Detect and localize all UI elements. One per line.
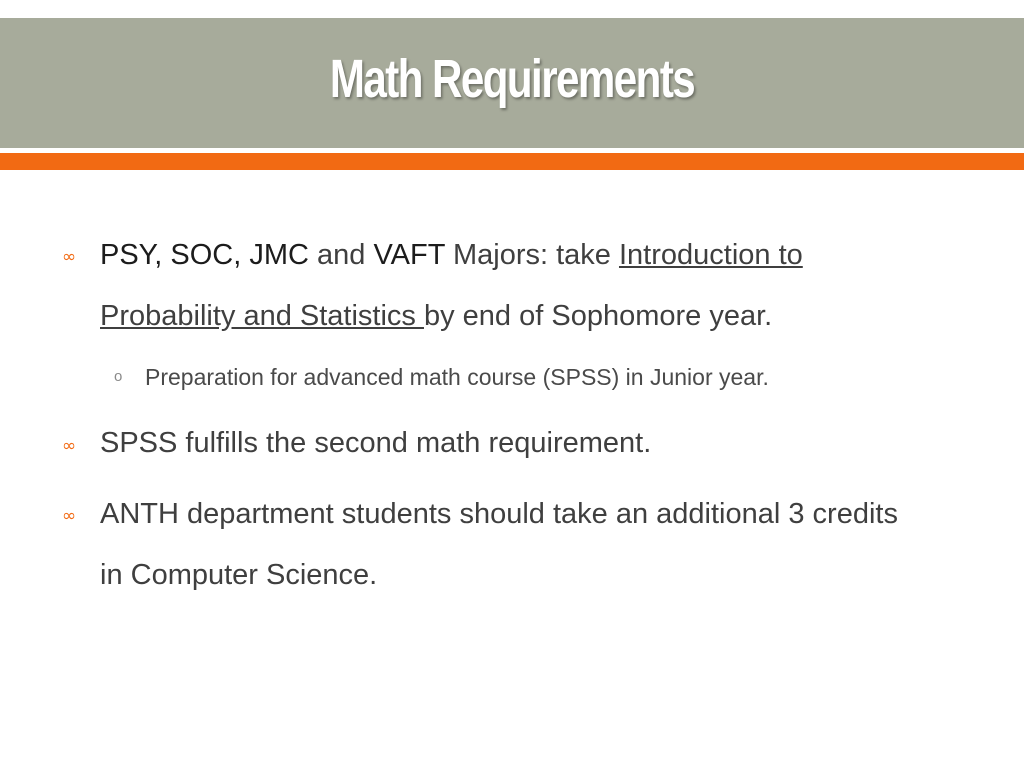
bullet-icon: ∞ (62, 506, 77, 526)
bullet-item-majors (100, 225, 920, 347)
sub-bullet-icon: o (114, 368, 123, 385)
majors-list: PSY, SOC, JMC (100, 239, 309, 271)
bullet-item-spss: SPSS fulfills the second math requirement. (100, 427, 652, 459)
sub-bullet-item: Preparation for advanced math course (SPSS) in Junior year. (145, 364, 769, 390)
conjunction-text: and (308, 239, 374, 271)
bullet-item-anth: ANTH department students should take an additional 3 credits in Computer Science. (100, 498, 898, 591)
course-link[interactable]: Introduction to Probability and Statistics (100, 239, 803, 332)
deadline-text: by end of Sophomore year. (423, 300, 773, 332)
bullet-icon: ∞ (62, 436, 77, 456)
slide-title: Math Requirements (329, 49, 695, 109)
bullet-icon: ∞ (62, 247, 77, 267)
majors-take-text: Majors: take (444, 239, 619, 271)
vaft-major: VAFT (373, 239, 445, 271)
accent-bar (0, 153, 1024, 170)
